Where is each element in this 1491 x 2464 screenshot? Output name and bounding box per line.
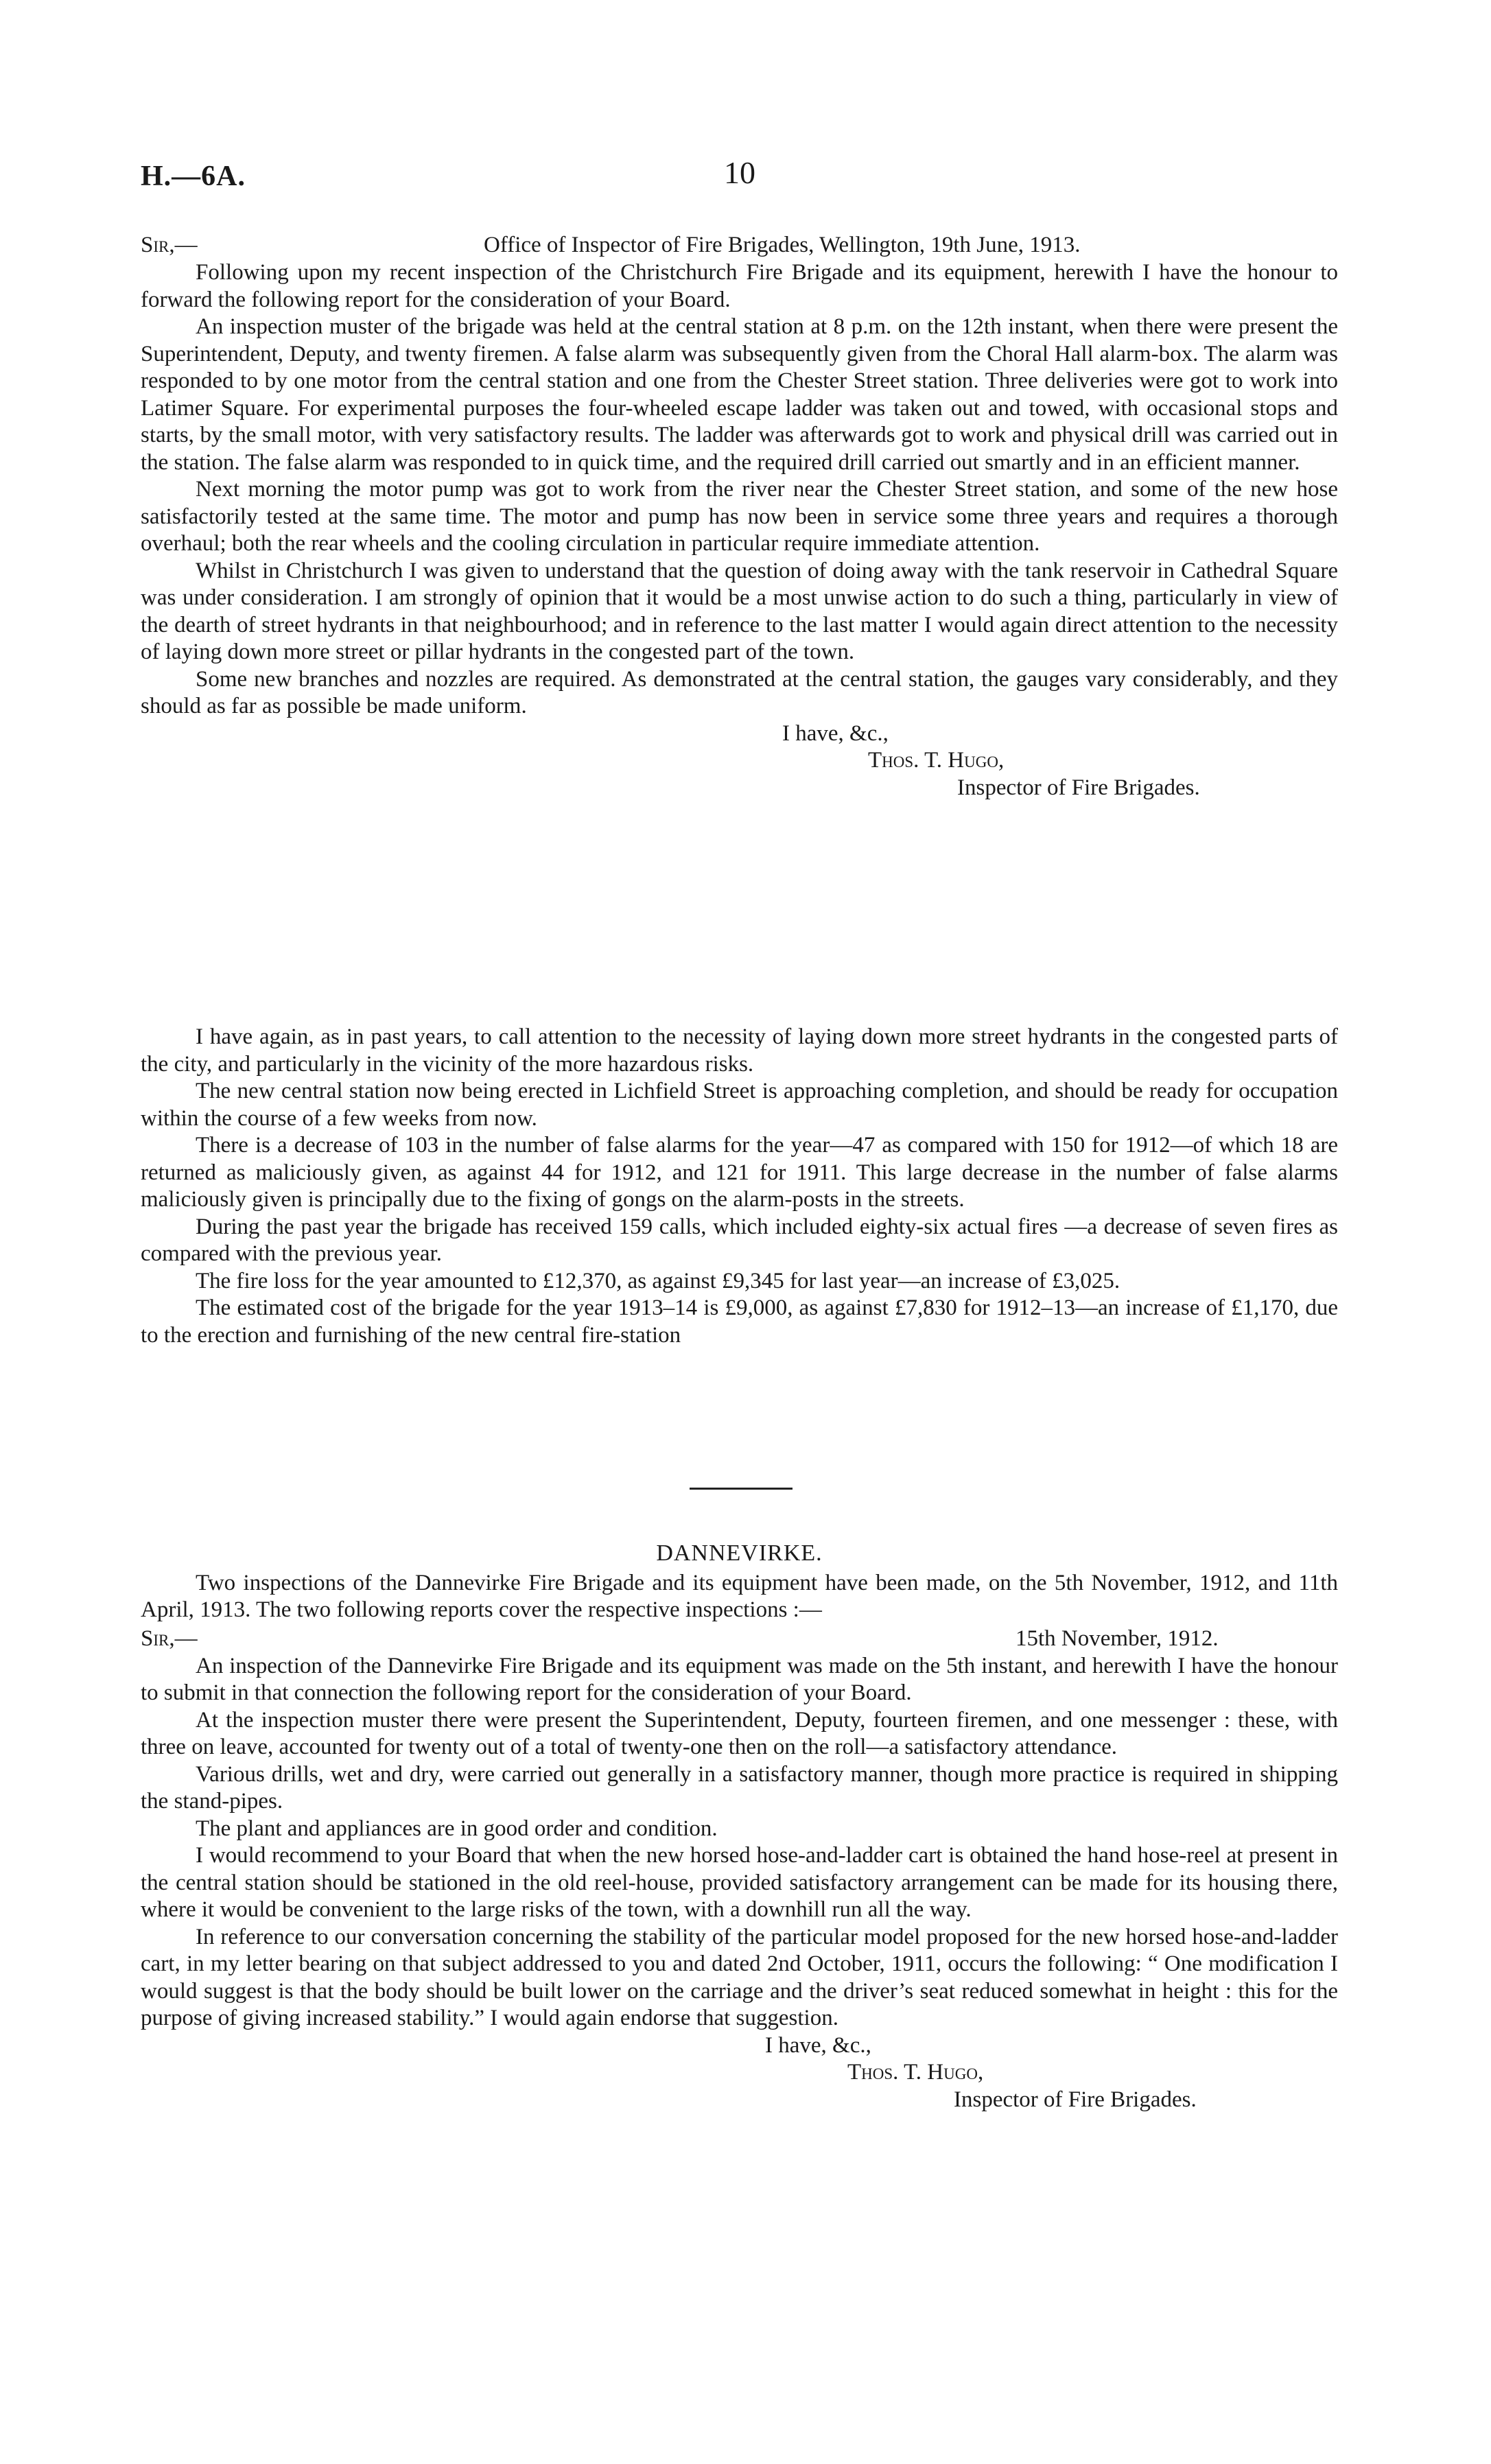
paragraph: The plant and appliances are in good order and condition. [196, 1816, 718, 1841]
paragraph: Following upon my recent inspection of the Christchurch Fire Brigade and its equipment, herewith I have the honour to forward the following report for the consideration of your Board. [141, 260, 1338, 312]
signature: Thos. T. Hugo, [847, 2060, 984, 2085]
salutation: Sir,— [141, 1626, 198, 1651]
salutation: Sir,— [141, 233, 198, 257]
paragraph: Whilst in Christchurch I was given to understand that the question of doing away with the tank reservoir in Cathedral Square was under consideration. I am strongly of opinion that it would be a most unwise action to do such a thing, particularly in view of the dearth of street hydrants in that neighbourhood; and in reference to the last matter I would again direct attention to the necessity of laying down more street or pillar hydrants in the congested part of the town. [141, 558, 1338, 664]
paragraph: Some new branches and nozzles are required. As demonstrated at the central station, the gauges vary considerably, and they should as far as possible be made uniform. [141, 666, 1338, 718]
date-line: 15th November, 1912. [1015, 1626, 1219, 1651]
page-header [141, 155, 1338, 198]
document-code: H.—6A. [141, 161, 246, 192]
paragraph: An inspection of the Dannevirke Fire Brigade and its equipment was made on the 5th instant, and herewith I have the honour to submit in that connection the following report for the consideration of your Board. [141, 1653, 1338, 1705]
paragraph: At the inspection muster there were present the Superintendent, Deputy, fourteen firemen, and one messenger : these, with three on leave, accounted for twenty out of a total of twenty-one then on the roll—a satisfactory attendance. [141, 1707, 1338, 1759]
paragraph: During the past year the brigade has received 159 calls, which included eighty-six actual fires —a decrease of seven fires as compared with the previous year. [141, 1214, 1338, 1266]
office-line: Office of Inspector of Fire Brigades, Wellington, 19th June, 1913. [484, 233, 1081, 257]
paragraph: The new central station now being erected in Lichfield Street is approaching completion, and should be ready for occupation within the course of a few weeks from now. [141, 1079, 1338, 1131]
page-number: 10 [724, 155, 755, 190]
paragraph: Next morning the motor pump was got to work from the river near the Chester Street station, and some of the new hose satisfactorily tested at the same time. The motor and pump has now been in service some three years and requires a thorough overhaul; both the rear wheels and the cooling circulation in particular require immediate attention. [141, 477, 1338, 556]
section-divider [690, 1488, 793, 1490]
paragraph: In reference to our conversation concerning the stability of the particular model proposed for the new horsed hose-and-ladder cart, in my letter bearing on that subject addressed to you and dated 2nd October, 1911, occurs the following: “ One modification I would suggest is that the body should be built lower on the carriage and the driver’s seat reduced somewhat in height : this for the purpose of giving increased stability.” I would again endorse that suggestion. [141, 1924, 1338, 2030]
section-heading: DANNEVIRKE. [656, 1540, 823, 1566]
letter-opening [141, 232, 1338, 259]
paragraph: The fire loss for the year amounted to £12,370, as against £9,345 for last year—an increase of £3,025. [196, 1268, 1120, 1293]
intro-paragraph: Two inspections of the Dannevirke Fire Brigade and its equipment have been made, on the 5th November, 1912, and 11th April, 1913. The two following reports cover the respective inspections :— [141, 1570, 1338, 1622]
closing: I have, &c., [765, 2032, 871, 2058]
paragraph: I would recommend to your Board that when the new horsed hose-and-ladder cart is obtained the hand hose-reel at present in the central station should be stationed in the old reel-house, provided satisfactory arrangement can be made for its housing there, where it would be convenient to the large risks of the town, with a downhill run all the way. [141, 1843, 1338, 1922]
letter-opening [141, 1626, 1338, 1653]
signatory-title: Inspector of Fire Brigades. [954, 2087, 1197, 2112]
signature: Thos. T. Hugo, [868, 748, 1005, 773]
paragraph: Various drills, wet and dry, were carried out generally in a satisfactory manner, though more practice is required in shipping the stand-pipes. [141, 1761, 1338, 1814]
closing: I have, &c., [782, 720, 889, 746]
commentary [141, 1024, 1338, 1349]
dannevirke-section [141, 1540, 1338, 2113]
signatory-title: Inspector of Fire Brigades. [957, 775, 1200, 800]
paragraph: An inspection muster of the brigade was held at the central station at 8 p.m. on the 12th instant, when there were present the Superintendent, Deputy, and twenty firemen. A false alarm was subsequently given from the Choral Hall alarm-box. The alarm was responded to by one motor from the central station and one from the Chester Street station. Three deliveries were got to work into Latimer Square. For experimental purposes the four-wheeled escape ladder was taken out and towed, with occasional stops and starts, by the small motor, with very satisfactory results. The ladder was afterwards got to work and physical drill was carried out in the station. The false alarm was responded to in quick time, and the required drill carried out smartly and in an efficient manner. [141, 314, 1338, 475]
paragraph: I have again, as in past years, to call attention to the necessity of laying down more street hydrants in the congested parts of the city, and particularly in the vicinity of the more hazardous risks. [141, 1024, 1338, 1077]
paragraph: There is a decrease of 103 in the number of false alarms for the year—47 as compared with 150 for 1912—of which 18 are returned as maliciously given, as against 44 for 1912, and 121 for 1911. This large decrease in the number of false alarms maliciously given is principally due to the fixing of gongs on the alarm-posts in the streets. [141, 1133, 1338, 1212]
christchurch-letter [141, 232, 1338, 801]
paragraph: The estimated cost of the brigade for the year 1913–14 is £9,000, as against £7,830 for 1912–13—an increase of £1,170, due to the erection and furnishing of the new central fire-station [141, 1295, 1338, 1348]
